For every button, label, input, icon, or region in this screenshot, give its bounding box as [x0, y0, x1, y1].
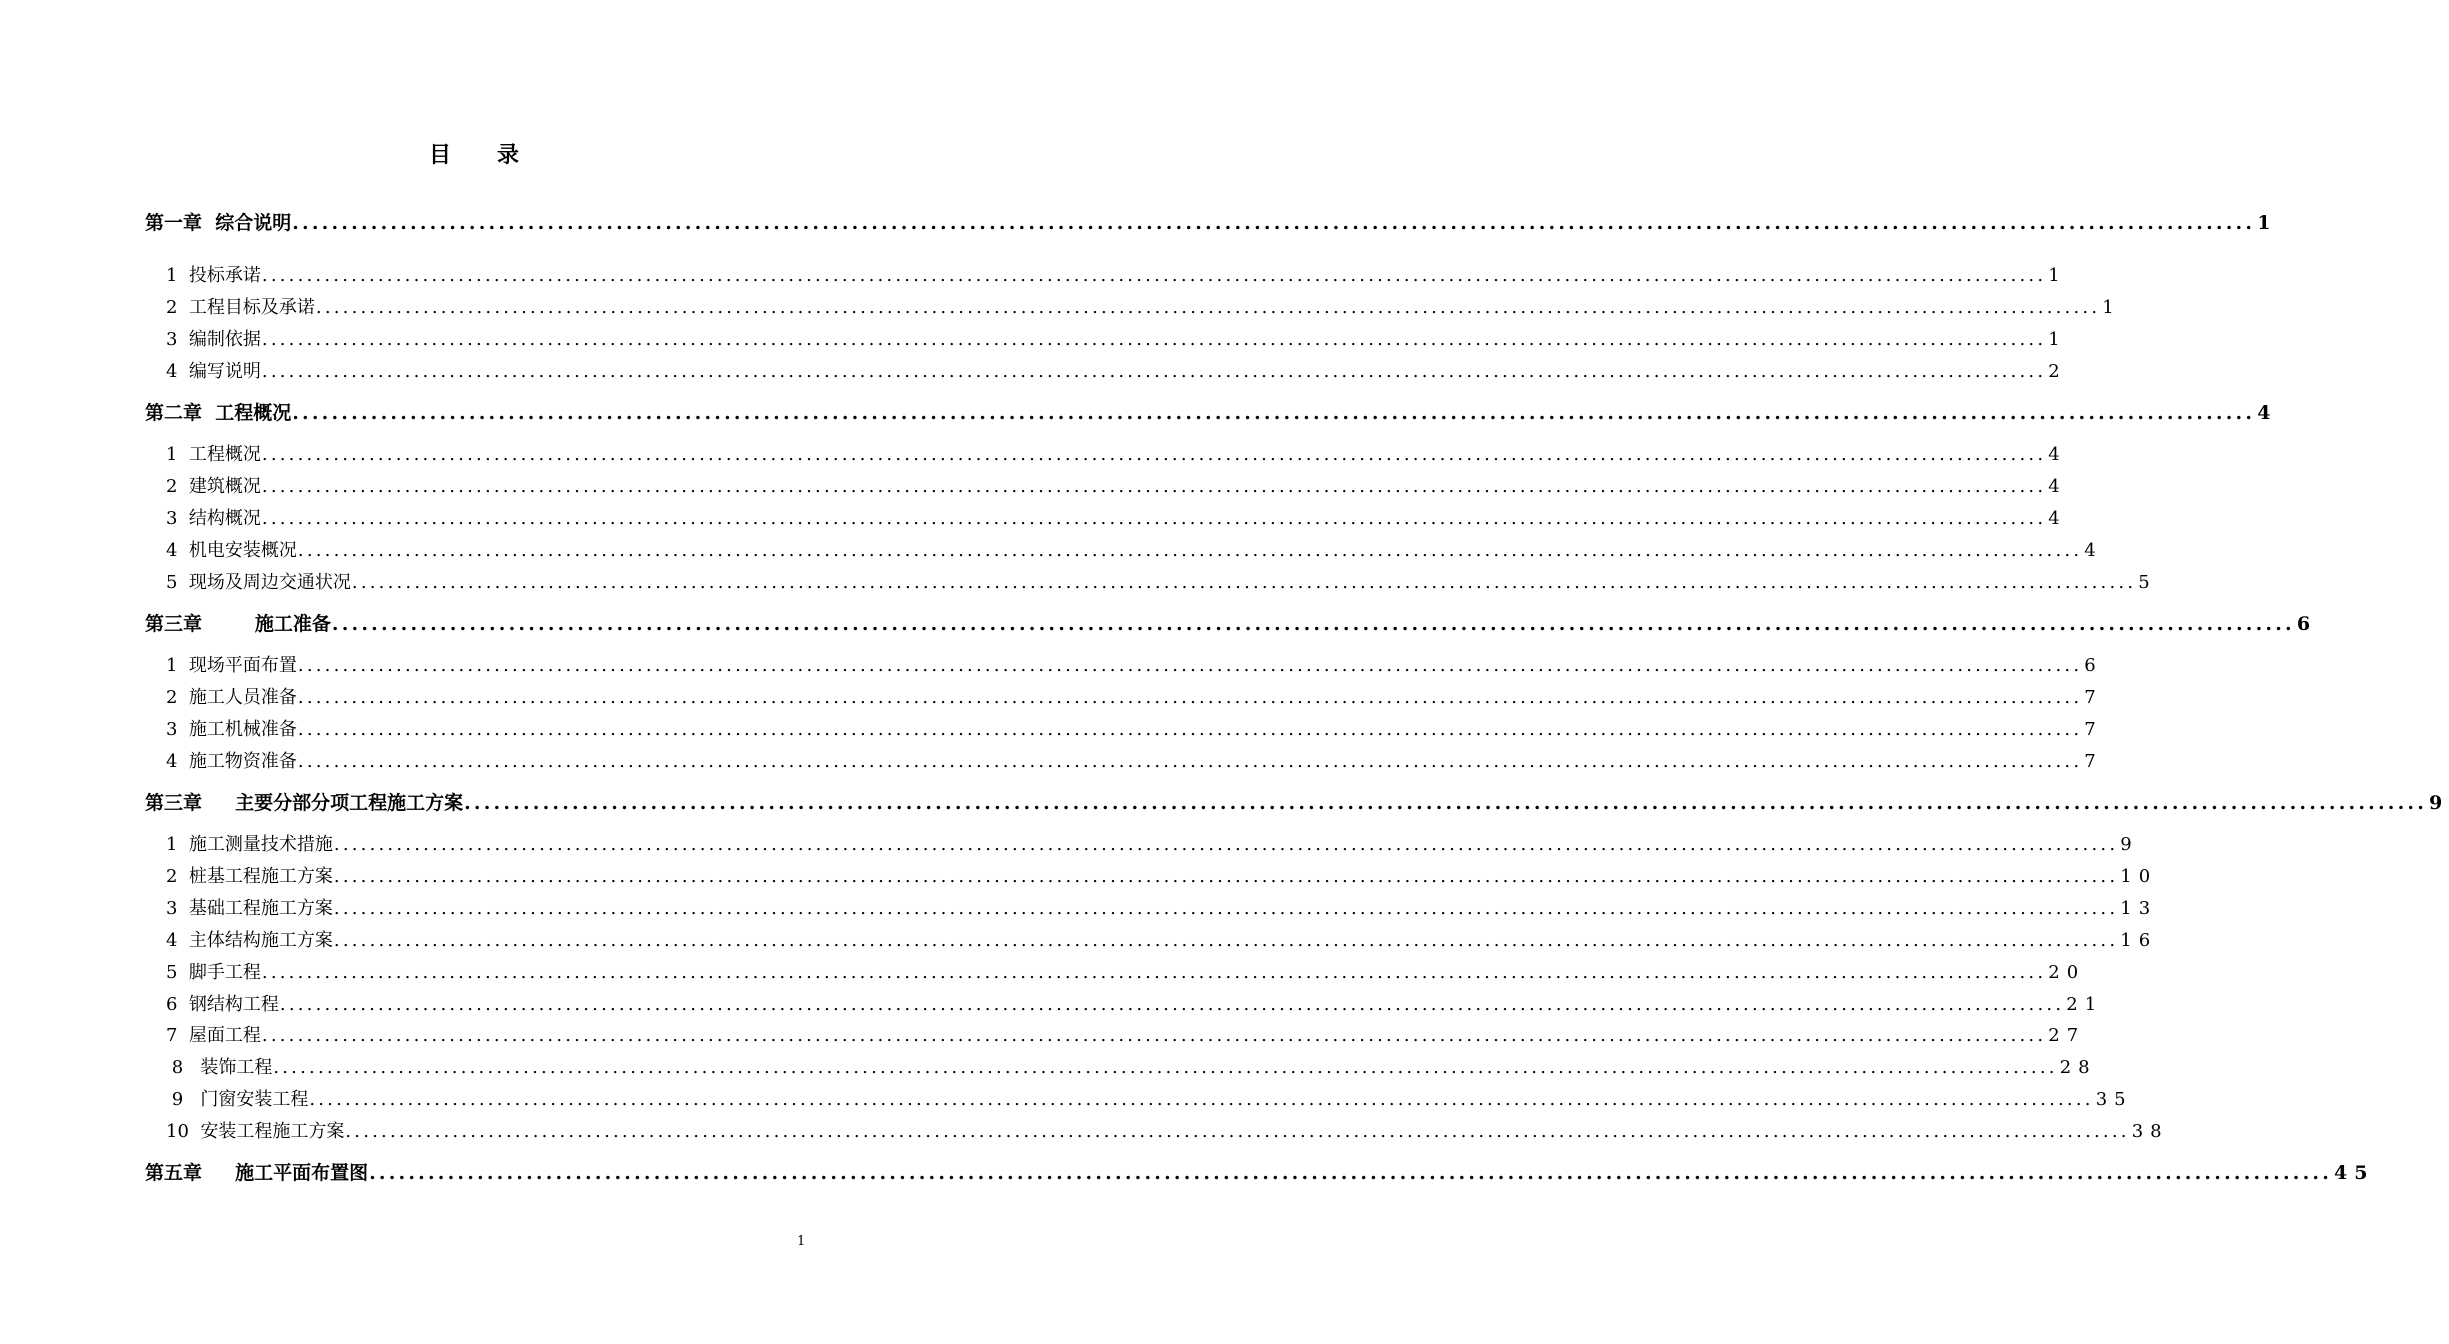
toc-entry-page: 13	[2120, 898, 2158, 919]
toc-entry-label: 第三章 主要分部分项工程施工方案	[145, 792, 464, 814]
toc-section-entry	[166, 357, 2067, 383]
toc-section-entry	[166, 862, 2158, 888]
toc-entry-page: 20	[2048, 962, 2086, 983]
toc-entry-page: 4	[2048, 444, 2067, 465]
toc-entry-label: 第五章 施工平面布置图	[145, 1162, 369, 1184]
toc-section-entry	[166, 715, 2103, 741]
toc-entry-page: 5	[2138, 572, 2157, 593]
toc-section-entry	[166, 325, 2067, 351]
toc-section-entry	[166, 472, 2067, 498]
toc-leader-dots: ........................................................................................................................................................................................................	[297, 751, 2083, 772]
toc-entry-page: 4	[2048, 476, 2067, 497]
toc-entry-label: 10 安装工程施工方案	[166, 1121, 345, 1142]
toc-entry-label: 第一章 综合说明	[145, 212, 292, 234]
toc-entry-label: 3 基础工程施工方案	[166, 898, 333, 919]
toc-section-entry	[166, 1085, 2133, 1111]
toc-entry-page: 27	[2048, 1025, 2086, 1046]
toc-entry-label: 1 现场平面布置	[166, 655, 297, 676]
toc-leader-dots: ........................................................................................................................................................................................................	[345, 1121, 2130, 1142]
toc-entry-label: 4 机电安装概况	[166, 540, 297, 561]
toc-leader-dots: ........................................................................................................................................................................................................	[331, 613, 2295, 635]
toc-leader-dots: ........................................................................................................................................................................................................	[333, 930, 2119, 951]
toc-entry-label: 1 投标承诺	[166, 265, 261, 286]
toc-entry-page: 16	[2120, 930, 2158, 951]
toc-leader-dots: ........................................................................................................................................................................................................	[333, 834, 2119, 855]
toc-entry-page: 1	[2102, 297, 2121, 318]
toc-leader-dots: ........................................................................................................................................................................................................	[261, 476, 2047, 497]
toc-entry-page: 38	[2131, 1121, 2169, 1142]
toc-entry-label: 2 桩基工程施工方案	[166, 866, 333, 887]
toc-section-entry	[166, 990, 2104, 1016]
toc-entry-label: 3 编制依据	[166, 329, 261, 350]
toc-section-entry	[166, 894, 2158, 920]
toc-entry-page: 1	[2048, 329, 2067, 350]
toc-entry-label: 3 施工机械准备	[166, 719, 297, 740]
toc-section-entry	[166, 747, 2103, 773]
page-number: 1	[797, 1234, 806, 1249]
toc-entry-label: 5 现场及周边交通状况	[166, 572, 351, 593]
toc-entry-page: 7	[2084, 719, 2103, 740]
toc-section-entry	[166, 683, 2103, 709]
toc-leader-dots: ........................................................................................................................................................................................................	[261, 1025, 2047, 1046]
toc-chapter-entry	[145, 609, 2318, 636]
toc-entry-page: 45	[2334, 1162, 2375, 1184]
toc-leader-dots: ........................................................................................................................................................................................................	[292, 402, 2256, 424]
toc-entry-label: 7 屋面工程	[166, 1025, 261, 1046]
toc-entry-label: 8 装饰工程	[166, 1057, 273, 1078]
toc-entry-page: 1	[2257, 212, 2278, 234]
toc-leader-dots: ........................................................................................................................................................................................................	[297, 540, 2083, 561]
toc-entry-page: 4	[2257, 402, 2278, 424]
toc-section-entry	[166, 536, 2103, 562]
toc-section-entry	[166, 651, 2103, 677]
toc-leader-dots: ........................................................................................................................................................................................................	[297, 719, 2083, 740]
toc-entry-page: 4	[2084, 540, 2103, 561]
toc-leader-dots: ........................................................................................................................................................................................................	[297, 687, 2083, 708]
toc-leader-dots: ........................................................................................................................................................................................................	[351, 572, 2137, 593]
toc-leader-dots: ........................................................................................................................................................................................................	[309, 1089, 2094, 1110]
toc-section-entry	[166, 1117, 2169, 1143]
toc-leader-dots: ........................................................................................................................................................................................................	[261, 444, 2047, 465]
toc-leader-dots: ........................................................................................................................................................................................................	[261, 508, 2047, 529]
toc-leader-dots: ........................................................................................................................................................................................................	[261, 329, 2047, 350]
toc-entry-page: 21	[2066, 994, 2104, 1015]
toc-entry-page: 10	[2120, 866, 2158, 887]
toc-section-entry	[166, 958, 2086, 984]
toc-entry-label: 4 编写说明	[166, 361, 261, 382]
toc-section-entry	[166, 1053, 2097, 1079]
toc-entry-label: 6 钢结构工程	[166, 994, 279, 1015]
toc-leader-dots: ........................................................................................................................................................................................................	[273, 1057, 2058, 1078]
toc-section-entry	[166, 568, 2157, 594]
toc-entry-page: 35	[2095, 1089, 2133, 1110]
toc-entry-page: 4	[2048, 508, 2067, 529]
toc-leader-dots: ........................................................................................................................................................................................................	[261, 265, 2047, 286]
toc-chapter-entry	[145, 1158, 2375, 1185]
toc-leader-dots: ........................................................................................................................................................................................................	[261, 962, 2047, 983]
toc-section-entry	[166, 504, 2067, 530]
toc-entry-page: 9	[2429, 792, 2449, 814]
toc-chapter-entry	[145, 398, 2278, 425]
toc-entry-label: 第二章 工程概况	[145, 402, 292, 424]
toc-chapter-entry	[145, 208, 2278, 235]
toc-entry-page: 6	[2084, 655, 2103, 676]
toc-entry-label: 4 主体结构施工方案	[166, 930, 333, 951]
toc-leader-dots: ........................................................................................................................................................................................................	[464, 792, 2428, 814]
toc-chapter-entry	[145, 788, 2449, 815]
toc-entry-label: 2 建筑概况	[166, 476, 261, 497]
toc-section-entry	[166, 293, 2121, 319]
toc-entry-label: 9 门窗安装工程	[166, 1089, 309, 1110]
toc-entry-label: 5 脚手工程	[166, 962, 261, 983]
toc-section-entry	[166, 1021, 2086, 1047]
toc-leader-dots: ........................................................................................................................................................................................................	[369, 1162, 2333, 1184]
toc-section-entry	[166, 440, 2067, 466]
toc-leader-dots: ........................................................................................................................................................................................................	[292, 212, 2256, 234]
toc-leader-dots: ........................................................................................................................................................................................................	[315, 297, 2101, 318]
toc-leader-dots: ........................................................................................................................................................................................................	[297, 655, 2083, 676]
toc-entry-page: 7	[2084, 751, 2103, 772]
toc-entry-label: 1 工程概况	[166, 444, 261, 465]
toc-leader-dots: ........................................................................................................................................................................................................	[261, 361, 2047, 382]
toc-entry-label: 2 施工人员准备	[166, 687, 297, 708]
toc-entry-page: 7	[2084, 687, 2103, 708]
toc-entry-page: 9	[2120, 834, 2139, 855]
toc-entry-label: 1 施工测量技术措施	[166, 834, 333, 855]
toc-section-entry	[166, 926, 2158, 952]
toc-entry-page: 2	[2048, 361, 2067, 382]
toc-entry-page: 1	[2048, 265, 2067, 286]
toc-entry-label: 3 结构概况	[166, 508, 261, 529]
toc-section-entry	[166, 830, 2139, 856]
toc-entry-page: 28	[2059, 1057, 2097, 1078]
toc-leader-dots: ........................................................................................................................................................................................................	[333, 898, 2119, 919]
toc-leader-dots: ........................................................................................................................................................................................................	[333, 866, 2119, 887]
toc-entry-page: 6	[2296, 613, 2318, 635]
toc-leader-dots: ........................................................................................................................................................................................................	[279, 994, 2065, 1015]
title-char-1: 目	[428, 142, 453, 168]
title-char-2: 录	[497, 142, 522, 168]
toc-entry-label: 第三章 施工准备	[145, 613, 331, 635]
toc-entry-label: 2 工程目标及承诺	[166, 297, 315, 318]
toc-section-entry	[166, 261, 2067, 287]
document-title	[0, 138, 950, 169]
toc-entry-label: 4 施工物资准备	[166, 751, 297, 772]
